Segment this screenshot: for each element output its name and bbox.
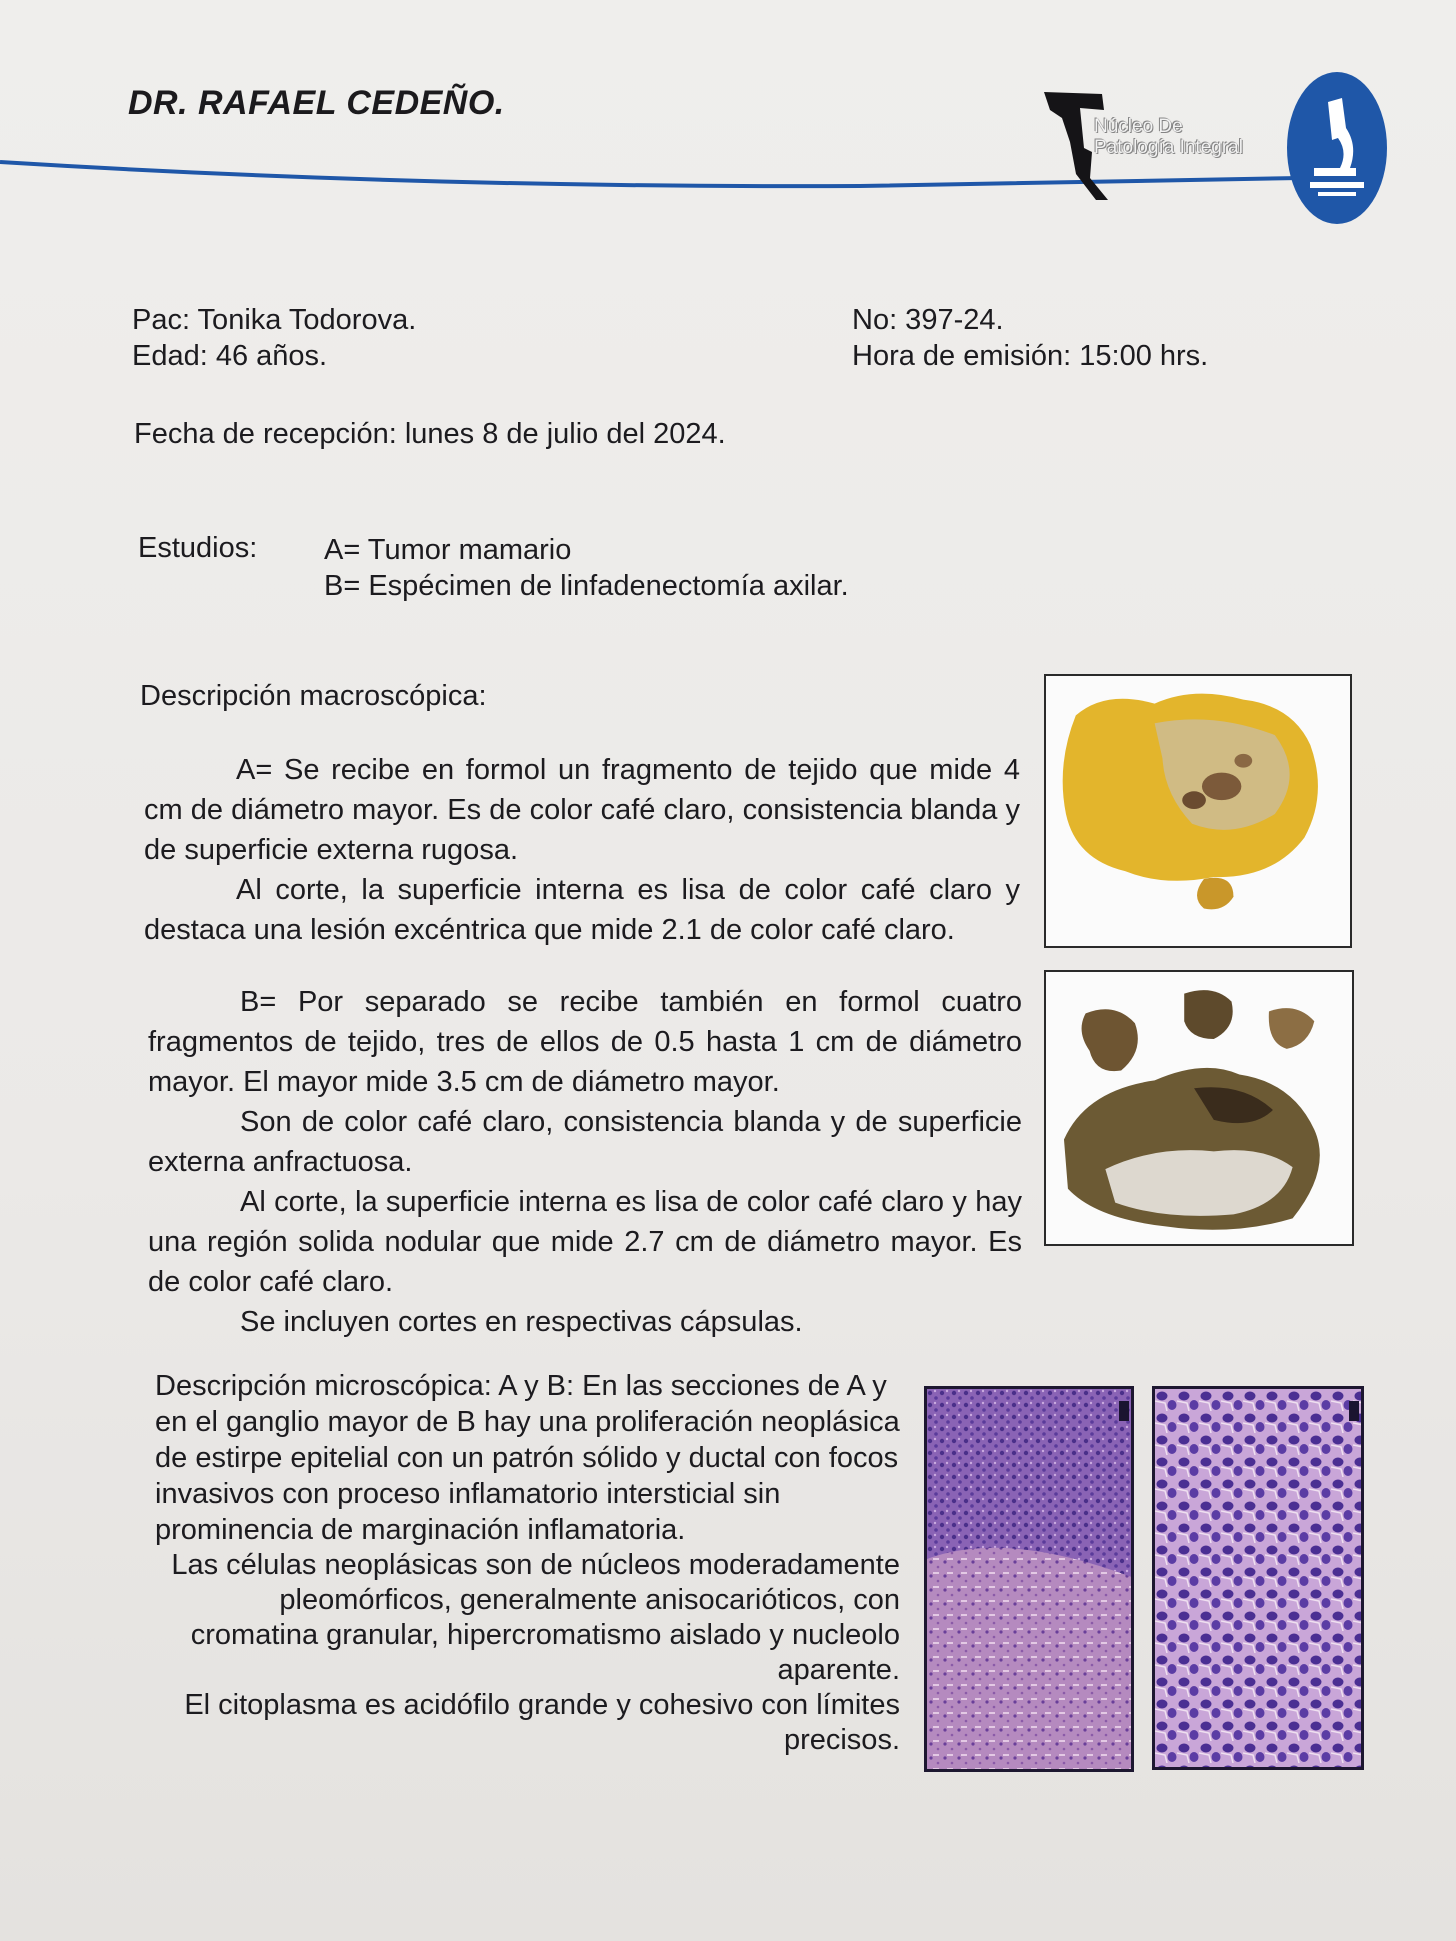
micro-paragraph-1: Descripción microscópica: A y B: En las secciones de A y en el ganglio mayor de B hay una proliferación neoplásica de estirpe epitelial con un patrón sólido y ductal con focos invasivos con proceso inflamatorio intersticial sin prominencia de marginación inflamatoria. bbox=[155, 1370, 900, 1546]
macro-title: Descripción macroscópica: bbox=[140, 680, 487, 712]
histology-high-power-image bbox=[1152, 1386, 1364, 1770]
study-b: B= Espécimen de linfadenectomía axilar. bbox=[324, 570, 849, 602]
micro-paragraph-3: El citoplasma es acidófilo grande y cohesivo con límites precisos. bbox=[184, 1689, 900, 1756]
macro-b-paragraph-2: Son de color café claro, consistencia blanda y de superficie externa anfractuosa. bbox=[148, 1106, 1022, 1178]
logo-text-line-2: Patología Integral bbox=[1094, 137, 1243, 158]
reception-date: Fecha de recepción: lunes 8 de julio del 2024. bbox=[134, 418, 726, 450]
study-a: A= Tumor mamario bbox=[324, 534, 572, 566]
specimen-b-photo bbox=[1044, 970, 1354, 1246]
macro-b-paragraph-3: Al corte, la superficie interna es lisa de color café claro y hay una región solida nodular que mide 2.7 cm de diámetro mayor. Es de color café claro. bbox=[148, 1186, 1022, 1298]
report-number: No: 397-24. bbox=[852, 304, 1004, 336]
micro-text-right bbox=[155, 1548, 900, 1758]
specimen-a-photo bbox=[1044, 674, 1352, 948]
macro-a-paragraph-2: Al corte, la superficie interna es lisa de color café claro y destaca una lesión excéntrica que mide 2.1 de color café claro. bbox=[144, 874, 1020, 946]
macro-a-text bbox=[144, 750, 1020, 950]
microscope-icon bbox=[1284, 68, 1390, 228]
specimen-a-image bbox=[1046, 676, 1350, 946]
studies-label: Estudios: bbox=[138, 532, 258, 564]
micro-text bbox=[155, 1368, 905, 1548]
specimen-b-image bbox=[1046, 972, 1352, 1244]
patient-age: Edad: 46 años. bbox=[132, 340, 328, 372]
emission-time: Hora de emisión: 15:00 hrs. bbox=[852, 340, 1209, 372]
macro-a-paragraph-1: A= Se recibe en formol un fragmento de tejido que mide 4 cm de diámetro mayor. Es de color café claro, consistencia blanda y de superficie externa rugosa. bbox=[144, 754, 1020, 866]
macro-b-paragraph-1: B= Por separado se recibe también en formol cuatro fragmentos de tejido, tres de ellos de 0.5 hasta 1 cm de diámetro mayor. El mayor mide 3.5 cm de diámetro mayor. bbox=[148, 986, 1022, 1098]
patient-name: Pac: Tonika Todorova. bbox=[132, 304, 417, 336]
macro-b-text bbox=[148, 982, 1022, 1342]
doctor-name: DR. RAFAEL CEDEÑO. bbox=[128, 84, 505, 122]
macro-b-paragraph-4: Se incluyen cortes en respectivas cápsulas. bbox=[240, 1306, 803, 1338]
histology-low-power-image bbox=[924, 1386, 1134, 1772]
micro-paragraph-2: Las células neoplásicas son de núcleos moderadamente pleomórficos, generalmente anisocarióticos, con cromatina granular, hipercromatismo aislado y nucleolo aparente. bbox=[171, 1549, 900, 1686]
logo-text-line-1: Núcleo De bbox=[1094, 116, 1183, 137]
institution-logo-text bbox=[1094, 116, 1274, 158]
